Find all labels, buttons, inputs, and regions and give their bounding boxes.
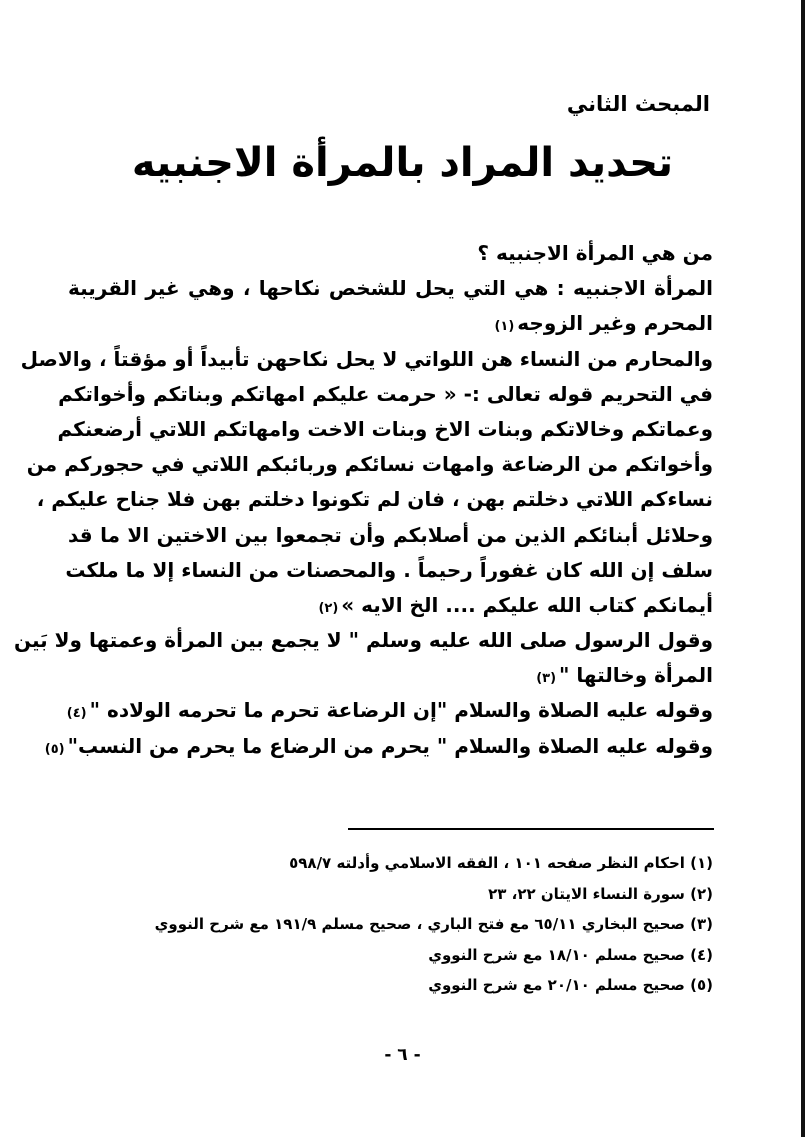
body-line: المرأة الاجنبيه : هي التي يحل للشخص نكاحها ، وهي غير القريبة xyxy=(68,276,713,301)
footnote-item: (١) احكام النظر صفحه ١٠١ ، الفقه الاسلامي وأدلته ٥٩٨/٧ xyxy=(289,854,713,872)
footnote-item: (٤) صحيح مسلم ١٨/١٠ مع شرح النووي xyxy=(428,945,713,964)
body-line: المرأة وخالتها "(٣) xyxy=(536,663,713,688)
footnote-item: (٣) صحيح البخاري ٦٥/١١ مع فتح الباري ، صحيح مسلم ١٩١/٩ مع شرح النووي xyxy=(154,915,713,933)
body-line: في التحريم قوله تعالى :- « حرمت عليكم امهاتكم وبناتكم وأخواتكم xyxy=(58,381,713,406)
body-line: من هي المرأة الاجنبيه ؟ xyxy=(477,241,713,265)
footnote-reference: (٢) xyxy=(318,600,339,616)
footnote-separator xyxy=(348,828,714,830)
body-line: وقوله عليه الصلاة والسلام " يحرم من الرضاع ما يحرم من النسب"(٥) xyxy=(44,733,713,758)
body-line: وقول الرسول صلى الله عليه وسلم " لا يجمع بين المرأة وعمتها ولا بَين xyxy=(14,628,713,653)
footnote-reference: (٥) xyxy=(44,741,65,757)
footnote-reference: (٣) xyxy=(536,671,557,687)
footnote-item: (٢) سورة النساء الايتان ٢٢، ٢٣ xyxy=(488,884,713,903)
body-line: المحرم وغير الزوجه(١) xyxy=(494,311,713,336)
footnote-reference: (٤) xyxy=(66,706,87,722)
body-line: وأخواتكم من الرضاعة وامهات نسائكم وربائبكم اللاتي في حجوركم من xyxy=(26,452,713,477)
footnotes xyxy=(93,848,713,1001)
body-line: أيمانكم كتاب الله عليكم .... الخ الايه »(٢) xyxy=(318,592,713,617)
footnote-reference: (١) xyxy=(494,319,515,335)
body-text xyxy=(14,236,713,764)
footnote-item: (٥) صحيح مسلم ٢٠/١٠ مع شرح النووي xyxy=(428,976,713,994)
body-line: والمحارم من النساء هن اللواتي لا يحل نكاحهن تأبيداً أو مؤقتاً ، والاصل xyxy=(20,346,713,371)
body-line: وعماتكم وخالاتكم وبنات الاخ وبنات الاخت وامهاتكم اللاتي أرضعنكم xyxy=(57,416,713,441)
body-line: نساءكم اللاتي دخلتم بهن ، فان لم تكونوا دخلتم بهن فلا جناح عليكم ، xyxy=(36,487,713,512)
page-title: تحديد المراد بالمرأة الاجنبيه xyxy=(131,140,674,186)
body-line: وقوله عليه الصلاة والسلام "إن الرضاعة تحرم ما تحرمه الولاده "(٤) xyxy=(66,698,713,723)
page-number: - ٦ - xyxy=(384,1045,421,1065)
body-line: وحلائل أبنائكم الذين من أصلابكم وأن تجمعوا بين الاختين الا ما قد xyxy=(68,522,713,547)
body-line: سلف إن الله كان غفوراً رحيماً . والمحصنات من النساء إلا ما ملكت xyxy=(65,557,713,582)
section-label: المبحث الثاني xyxy=(566,92,710,116)
